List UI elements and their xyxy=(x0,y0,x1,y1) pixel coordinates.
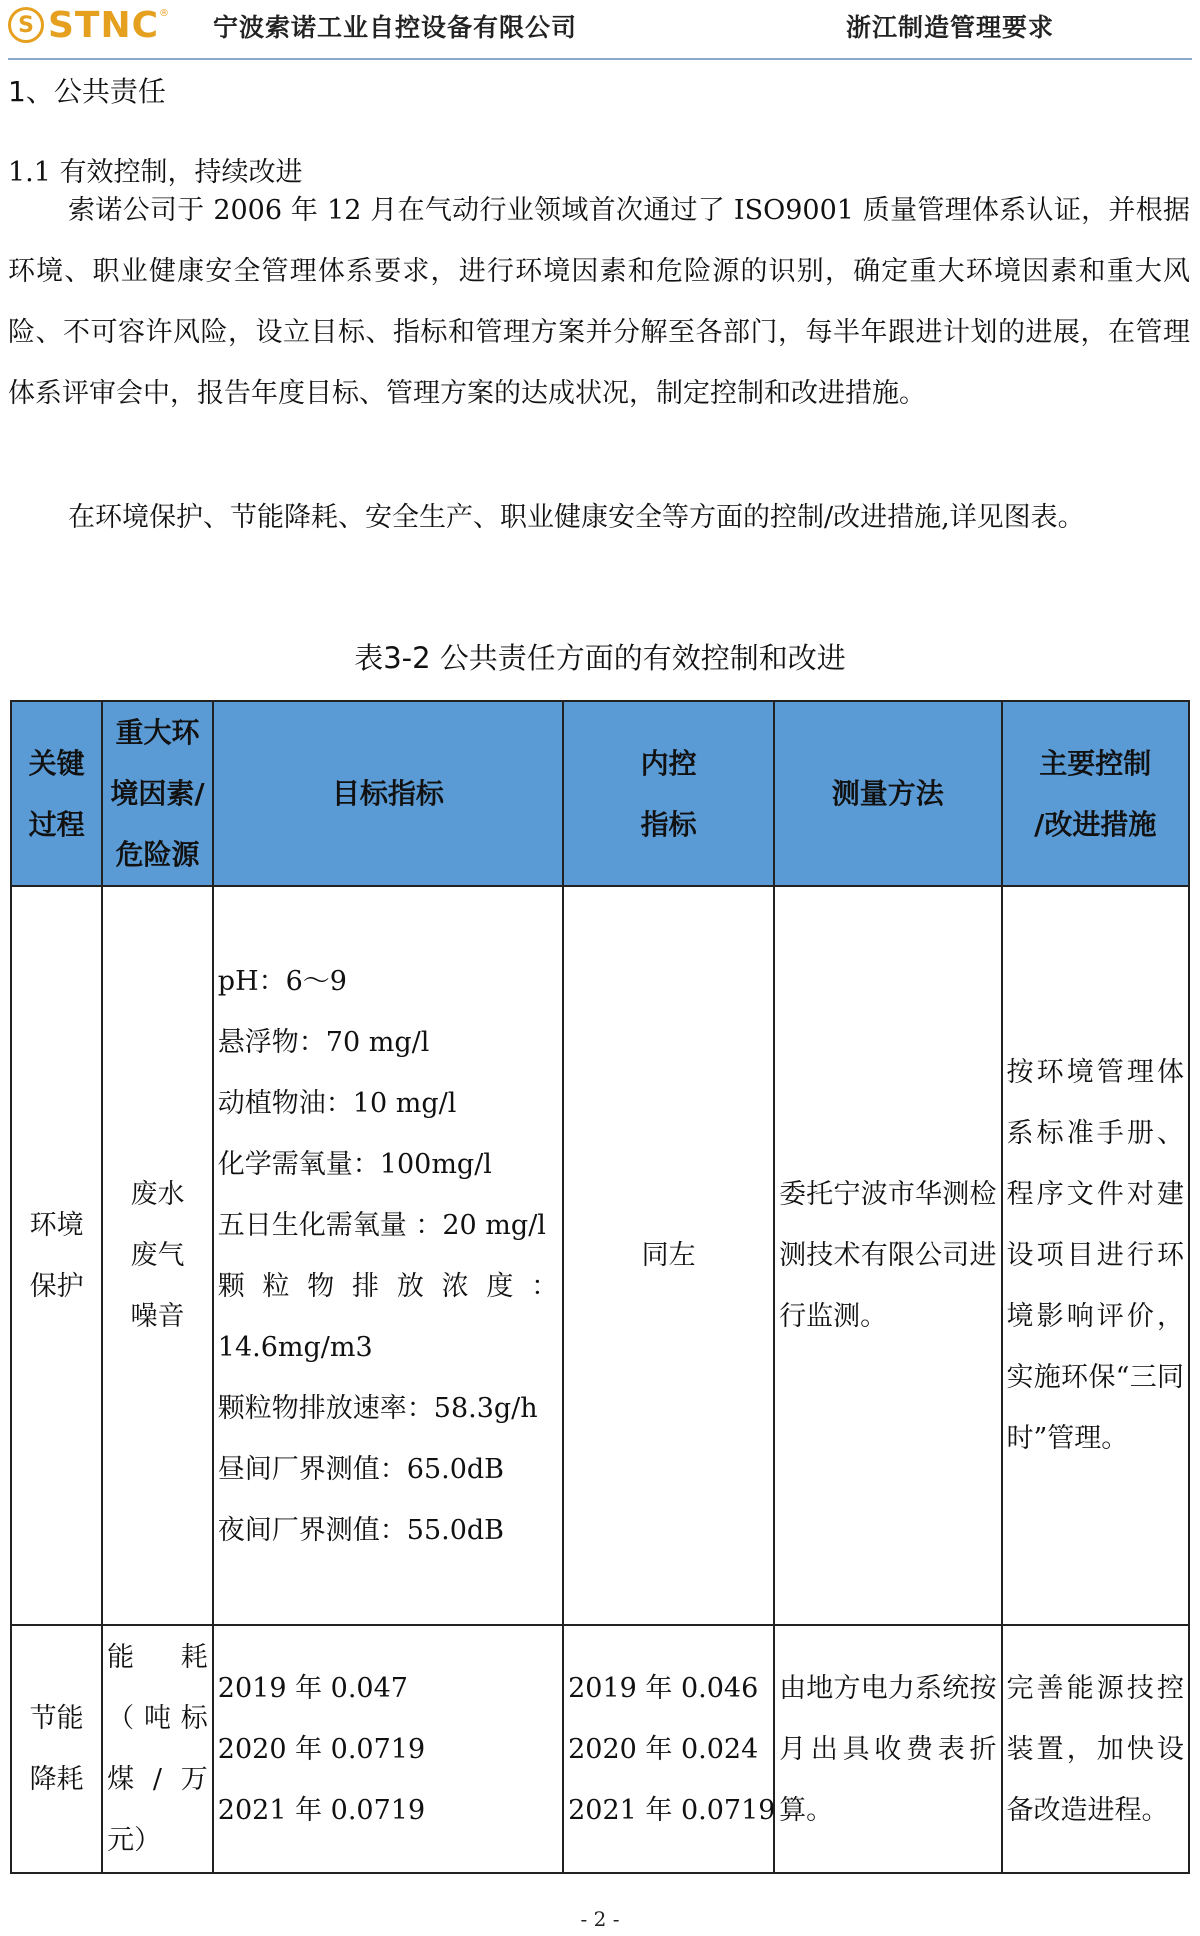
cell-process: 节能 降耗 xyxy=(11,1625,102,1873)
table-row xyxy=(11,886,1189,1625)
page-header xyxy=(8,0,1192,64)
table-row xyxy=(11,1625,1189,1873)
header-internal: 内控 指标 xyxy=(563,701,774,886)
cell-target: 2019 年 0.047 2020 年 0.0719 2021 年 0.0719 xyxy=(213,1625,563,1873)
registered-mark: ® xyxy=(159,8,170,19)
cell-measures: 按环境管理体系标准手册、程序文件对建设项目进行环境影响评价，实施环保“三同时”管理。 xyxy=(1002,886,1190,1625)
cell-method: 委托宁波市华测检测技术有限公司进行监测。 xyxy=(774,886,1001,1625)
table-caption: 表3-2 公共责任方面的有效控制和改进 xyxy=(354,641,846,675)
table-header-row xyxy=(11,701,1189,886)
section-heading: 1、公共责任 xyxy=(8,75,166,108)
logo-text: STNC xyxy=(48,4,160,46)
cell-process: 环境 保护 xyxy=(11,886,102,1625)
cell-factor: 废水 废气 噪音 xyxy=(102,886,213,1625)
cell-target: pH：6～9 悬浮物：70 mg/l 动植物油：10 mg/l 化学需氧量：100mg/l 五日生化需氧量 ：20 mg/l 颗粒物排放浓度：14.6mg/m3 颗粒物排放速率：58.3g/h 昼间厂界测值：65.0dB 夜间厂界测值：55.0dB xyxy=(213,886,563,1625)
header-process: 关键 过程 xyxy=(11,701,102,886)
header-divider xyxy=(8,58,1192,60)
cell-internal: 同左 xyxy=(563,886,774,1625)
logo-mark-icon: S xyxy=(8,7,44,43)
company-logo xyxy=(8,6,169,44)
paragraph-2: 在环境保护、节能降耗、安全生产、职业健康安全等方面的控制/改进措施,详见图表。 xyxy=(68,502,1085,533)
cell-method: 由地方电力系统按月出具收费表折算。 xyxy=(774,1625,1001,1873)
subsection-heading: 1.1 有效控制，持续改进 xyxy=(8,157,303,188)
header-factor: 重大环 境因素/ 危险源 xyxy=(102,701,213,886)
header-target: 目标指标 xyxy=(213,701,563,886)
cell-internal: 2019 年 0.046 2020 年 0.024 2021 年 0.0719 xyxy=(563,1625,774,1873)
paragraph-1: 索诺公司于 2006 年 12 月在气动行业领域首次通过了 ISO9001 质量管理体系认证，并根据环境、职业健康安全管理体系要求，进行环境因素和危险源的识别，确定重大环境因素和重大风险、不可容许风险，设立目标、指标和管理方案并分解至各部门，每半年跟进计划的进展，在管理体系评审会中，报告年度目标、管理方案的达成状况，制定控制和改进措施。 xyxy=(8,195,1190,409)
document-name: 浙江制造管理要求 xyxy=(846,13,1055,42)
header-method: 测量方法 xyxy=(774,701,1001,886)
header-measures: 主要控制 /改进措施 xyxy=(1002,701,1190,886)
responsibility-table xyxy=(10,700,1190,1874)
company-name: 宁波索诺工业自控设备有限公司 xyxy=(213,13,578,42)
cell-factor: 能耗（吨标煤/万元） xyxy=(102,1625,213,1873)
cell-measures: 完善能源技控装置，加快设备改造进程。 xyxy=(1002,1625,1190,1873)
page-number: - 2 - xyxy=(580,1907,620,1931)
